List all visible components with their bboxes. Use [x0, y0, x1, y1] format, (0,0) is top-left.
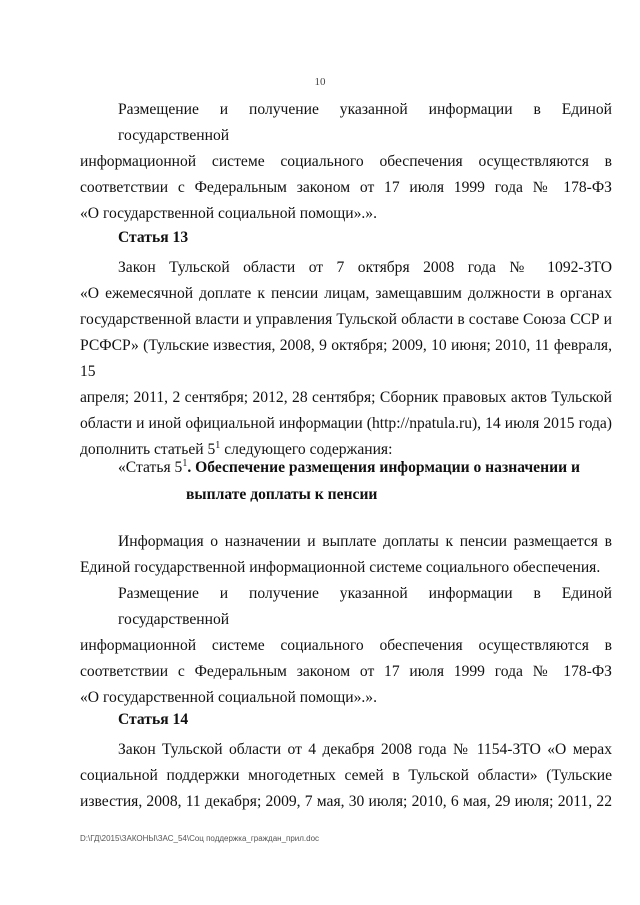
text-line: государственной власти и управления Тульской области в составе Союза ССР и [80, 311, 612, 328]
text-line: соответствии с Федеральным законом от 17 июля 1999 года № 178-ФЗ [80, 179, 612, 196]
text-line: области и иной официальной информации (http://npatula.ru), 14 июля 2015 года) [80, 415, 612, 432]
file-path-footer: D:\ГД\2015\ЗАКОНЫ\ЗАС_54\Соц поддержка_граждан_прил.doc [80, 834, 320, 843]
new-article-para2 [80, 581, 612, 711]
text-line: Единой государственной информационной системе социального обеспечения. [80, 559, 601, 576]
article-title: . Обеспечение размещения информации о назначении и [187, 459, 580, 476]
text-line: Закон Тульской области от 4 декабря 2008 года № 1154-ЗТО «О мерах [118, 741, 612, 758]
text-line: апреля; 2011, 2 сентября; 2012, 28 сентября; Сборник правовых актов Тульской [80, 389, 612, 406]
text-line: «О ежемесячной доплате к пенсии лицам, замещавшим должности в органах [80, 285, 612, 302]
article-13-body [80, 255, 612, 463]
new-article-para1 [80, 529, 612, 581]
text-line: Размещение и получение указанной информации в Единой государственной [118, 101, 612, 144]
text-line: информационной системе социального обеспечения осуществляются в [80, 637, 612, 654]
text-line: социальной поддержки многодетных семей в Тульской области» (Тульские [80, 767, 612, 784]
text-fragment: дополнить статьей 5 [80, 441, 216, 458]
text-line: информационной системе социального обеспечения осуществляются в [80, 153, 612, 170]
text-line: Закон Тульской области от 7 октября 2008 года № 1092-ЗТО [118, 259, 612, 276]
text-line: «О государственной социальной помощи».». [80, 689, 377, 706]
text-fragment: следующего содержания: [220, 441, 393, 458]
text-line: известия, 2008, 11 декабря; 2009, 7 мая, 30 июля; 2010, 6 мая, 29 июля; 2011, 22 [80, 793, 612, 810]
new-article-title-line1 [118, 454, 580, 481]
text-line: Размещение и получение указанной информации в Единой государственной [118, 585, 612, 628]
text-line: соответствии с Федеральным законом от 17 июля 1999 года № 178-ФЗ [80, 663, 612, 680]
section-12-tail [80, 97, 612, 227]
article-14-body [80, 737, 612, 815]
superscript: 1 [182, 457, 188, 469]
article-14-heading: Статья 14 [118, 711, 189, 728]
text-line: «О государственной социальной помощи».». [80, 205, 377, 222]
article-prefix: «Статья 5 [118, 459, 183, 476]
page-number: 10 [314, 76, 326, 88]
new-article-title-line2: выплате доплаты к пенсии [186, 486, 378, 503]
superscript: 1 [215, 439, 221, 451]
article-13-heading: Статья 13 [118, 229, 189, 246]
text-line: РСФСР» (Тульские известия, 2008, 9 октября; 2009, 10 июня; 2010, 11 февраля, 15 [80, 337, 612, 380]
text-line: Информация о назначении и выплате доплаты к пенсии размещается в [118, 533, 612, 550]
